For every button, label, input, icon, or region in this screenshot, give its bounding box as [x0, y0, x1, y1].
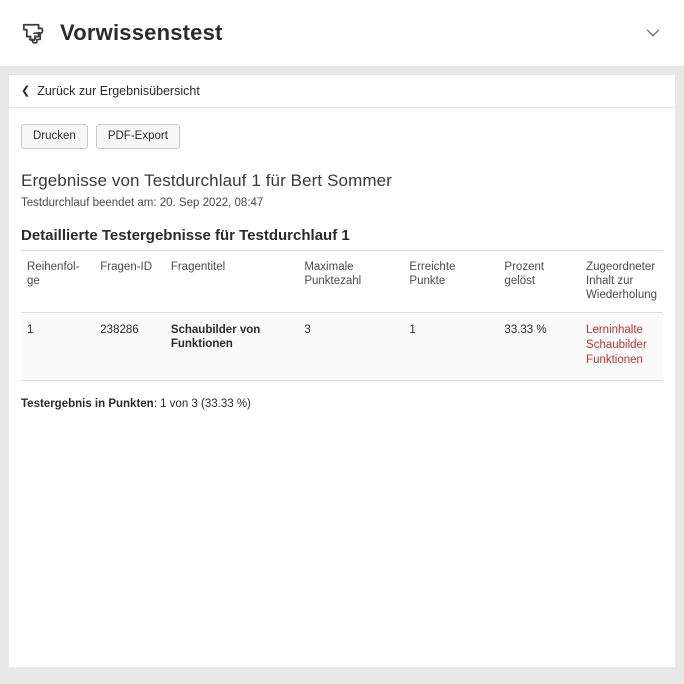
puzzle-icon [18, 18, 48, 48]
back-link-label: Zurück zur Ergebnisübersicht [37, 84, 200, 98]
result-subtitle: Testdurchlauf beendet am: 20. Sep 2022, 08:47 [21, 196, 264, 209]
results-table-head [21, 250, 663, 312]
column-header-content: Zugeordneter Inhalt zur Wiederholung [580, 250, 663, 312]
table-header-row [21, 250, 663, 312]
result-title: Ergebnisse von Testdurchlauf 1 für Bert Sommer [21, 170, 392, 190]
summary-label: Testergebnis in Punkten [21, 397, 154, 410]
print-button[interactable]: Drucken [21, 124, 88, 149]
page-title: Vorwissenstest [60, 20, 223, 45]
column-header-order: Reihenfol-ge [21, 250, 94, 312]
cell-content-link [580, 312, 663, 380]
cell-points: 1 [403, 312, 498, 380]
results-table [21, 250, 663, 381]
cell-max-points: 3 [298, 312, 403, 380]
chevron-left-icon: ❮ [21, 84, 31, 97]
back-to-overview-link[interactable] [21, 84, 200, 98]
column-header-percent: Prozent gelöst [498, 250, 580, 312]
results-table-body [21, 312, 663, 380]
pdf-export-button[interactable]: PDF-Export [96, 124, 180, 149]
summary-line [21, 398, 663, 410]
cell-question-id: 238286 [94, 312, 165, 380]
summary-value: : 1 von 3 (33.33 %) [153, 397, 251, 410]
cell-question-title: Schaubilder von Funktionen [165, 312, 299, 380]
column-header-max-points: Maximale Punktezahl [298, 250, 403, 312]
section-title: Detaillierte Testergebnisse für Testdurchlauf 1 [21, 226, 350, 244]
column-header-points: Erreichte Punkte [403, 250, 498, 312]
chevron-down-icon[interactable] [644, 24, 662, 42]
app-header [0, 0, 684, 66]
column-header-question-id: Fragen-ID [94, 250, 165, 312]
header-left [18, 18, 223, 48]
learning-content-link[interactable]: Lerninhalte Schaubilder Funktionen [586, 323, 647, 366]
cell-percent: 33.33 % [498, 312, 580, 380]
table-row [21, 312, 663, 380]
back-bar [8, 74, 676, 108]
column-header-question-title: Fragentitel [165, 250, 299, 312]
content-card [8, 108, 676, 668]
cell-order: 1 [21, 312, 94, 380]
toolbar [21, 124, 663, 149]
